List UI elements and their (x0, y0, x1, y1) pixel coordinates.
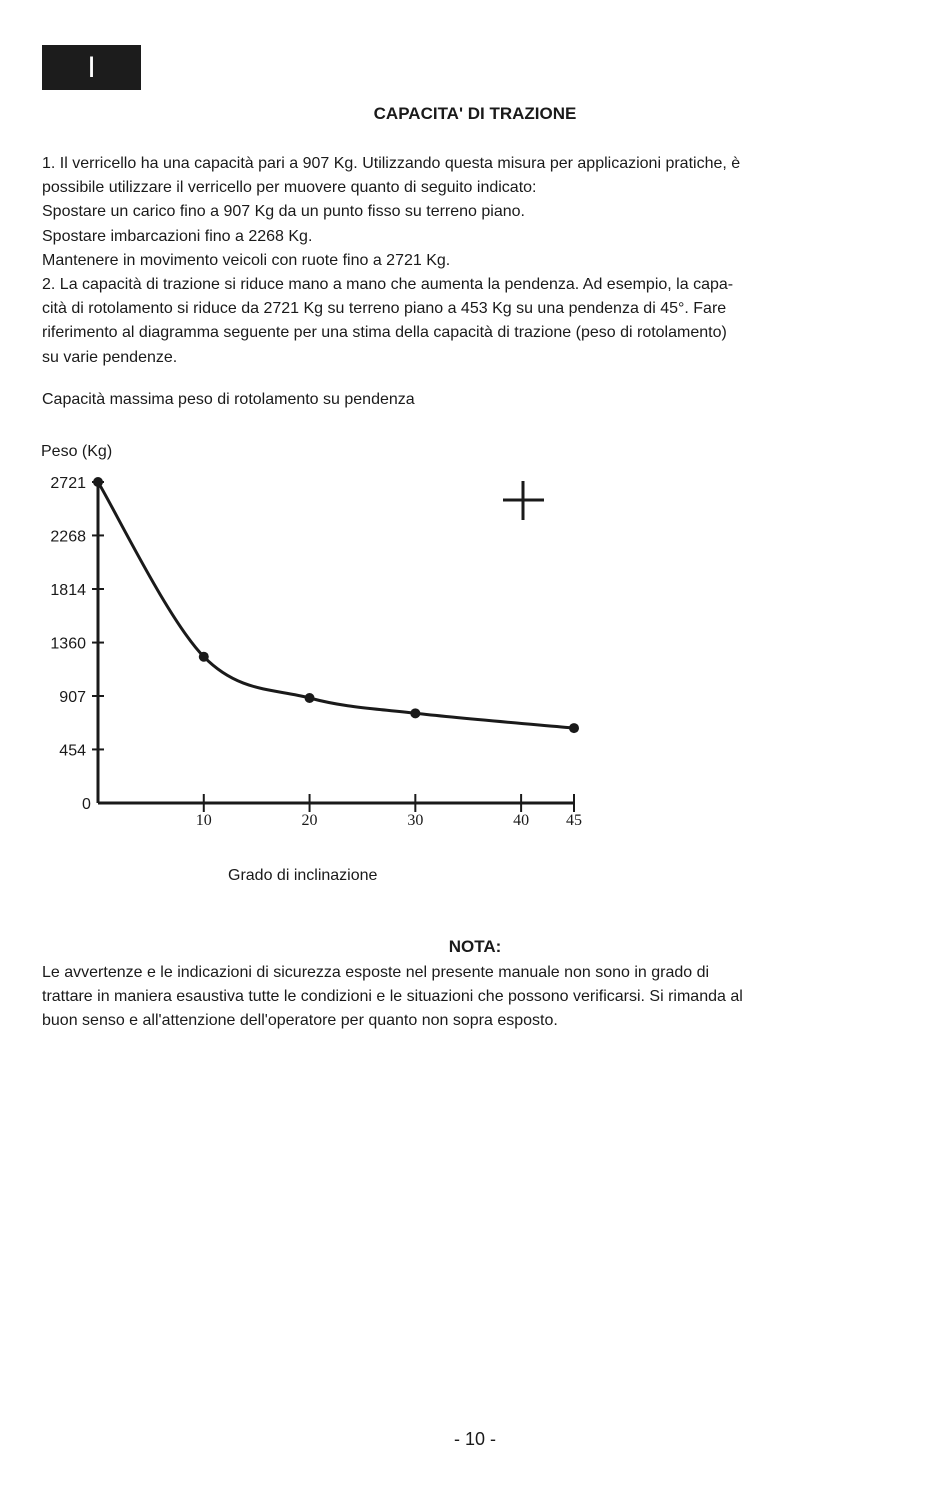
data-point (93, 477, 103, 487)
note-line: buon senso e all'attenzione dell'operatore per quanto non sopra esposto. (42, 1012, 558, 1030)
paragraph-line: Spostare un carico fino a 907 Kg da un punto fisso su terreno piano. (42, 203, 525, 221)
data-point (305, 693, 315, 703)
paragraph-line: riferimento al diagramma seguente per una stima della capacità di trazione (peso di rotolamento) (42, 324, 727, 342)
crosshair-mark (503, 481, 544, 520)
note-title: NOTA: (448, 937, 502, 956)
x-tick-label: 20 (301, 812, 318, 829)
paragraph-line: 1. Il verricello ha una capacità pari a 907 Kg. Utilizzando questa misura per applicazioni pratiche, è (42, 155, 741, 172)
paragraph-line: 2. La capacità di trazione si riduce mano a mano che aumenta la pendenza. Ad esempio, la capa- (42, 276, 734, 294)
x-axis-label: Grado di inclinazione (228, 867, 378, 884)
note-line: trattare in maniera esaustiva tutte le condizioni e le situazioni che possono verificarsi. Si rimanda al (42, 988, 743, 1006)
paragraph-line: Mantenere in movimento veicoli con ruote fino a 2721 Kg. (42, 251, 451, 269)
data-point (410, 708, 420, 718)
y-tick-label: 1814 (50, 582, 86, 599)
origin-label: 0 (82, 796, 91, 813)
language-tab: I (42, 45, 141, 90)
y-tick-label: 454 (59, 742, 86, 760)
y-tick-label: 907 (59, 689, 86, 706)
page-title: CAPACITA' DI TRAZIONE (373, 104, 577, 123)
y-tick-label: 2268 (50, 528, 86, 546)
x-tick-label: 40 (513, 812, 530, 829)
x-tick-label: 10 (195, 812, 212, 829)
data-point (569, 723, 579, 733)
note-line: Le avvertenze e le indicazioni di sicurezza esposte nel presente manuale non sono in grado di (42, 964, 710, 981)
note-text (42, 961, 922, 1034)
series-line (98, 482, 574, 728)
page-number: - 10 - (453, 1429, 496, 1449)
chart-caption: Capacità massima peso di rotolamento su pendenza (42, 391, 415, 408)
paragraph-line: su varie pendenze. (42, 348, 178, 366)
y-tick-label: 1360 (50, 635, 86, 653)
x-tick-label: 30 (407, 812, 424, 829)
paragraph-line: Spostare imbarcazioni fino a 2268 Kg. (42, 227, 313, 245)
paragraph-line: cità di rotolamento si riduce da 2721 Kg su terreno piano a 453 Kg su una pendenza di 45°. Fare (42, 300, 727, 318)
paragraph-line: possibile utilizzare il verricello per muovere quanto di seguito indicato: (42, 179, 537, 197)
data-point (199, 652, 209, 662)
x-tick-label: 45 (566, 812, 582, 829)
y-tick-label: 2721 (50, 475, 86, 492)
y-axis-label: Peso (Kg) (41, 443, 113, 460)
